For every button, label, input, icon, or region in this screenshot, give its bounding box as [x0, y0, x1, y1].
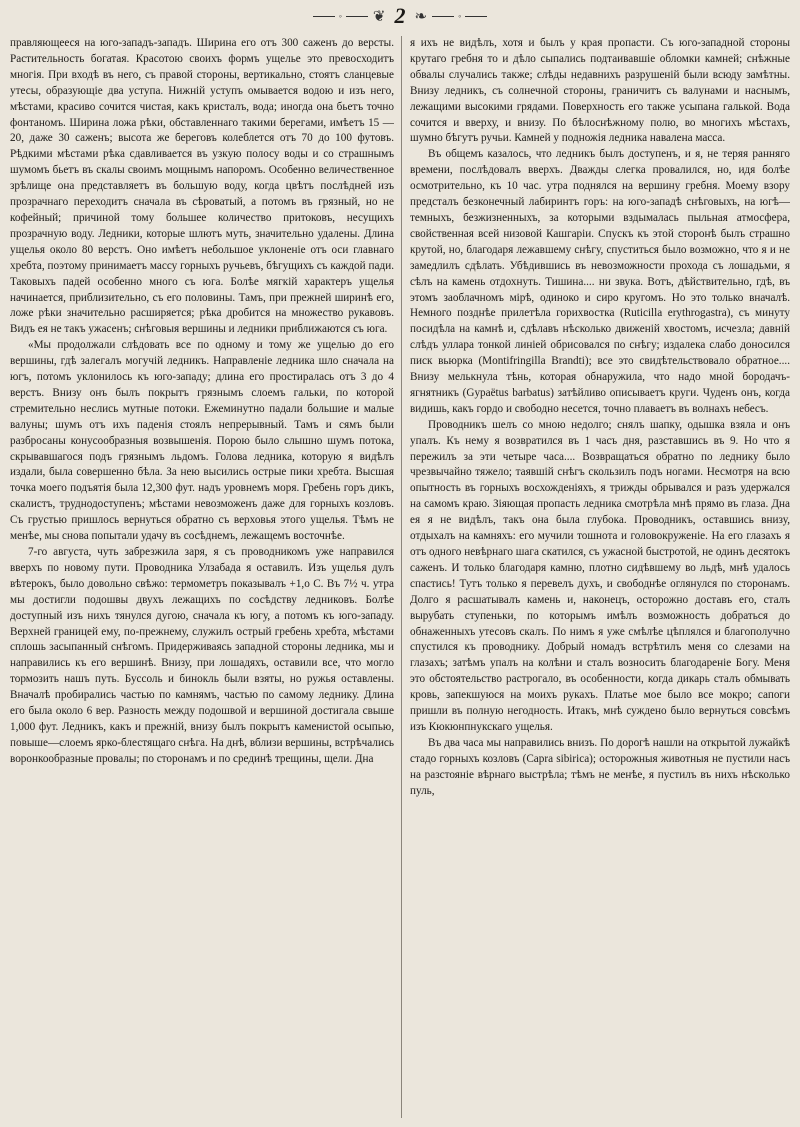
paragraph: я ихъ не видѣлъ, хотя и былъ у края пропасти. Съ юго-западной стороны крутаго гребня то и дѣло сыпались подтаивавшiе обломки камней; снѣжные обвалы случались также; слѣды недавнихъ разрушенiй были всюду замѣтны. Внизу ледникъ, съ солнечной стороны, граничитъ съ валунами и наснымъ, лежащими высокими грядами. Поверхность его также усыпана галькой. Вода сочится и вверху, и внизу. По бѣлоснѣжному полю, во многихъ мѣстахъ, шумно бѣгутъ ручьи. Камней у подножiя ледника навалена масса.: [410, 37, 790, 145]
header-rule-left-inner: [346, 16, 368, 17]
ornament-dot-right-icon: ◦: [458, 10, 462, 21]
column-divider: [401, 36, 402, 1118]
header-rule-right: [465, 16, 487, 17]
paragraph: Въ два часа мы направились внизъ. По дорогѣ нашли на открытой лужайкѣ стадо горныхъ козловъ (Capra sibirica); осторожныя животныя не пустили насъ на разстоянiе вѣрнаго выстрѣла; тѣмъ не менѣе, я пустилъ въ нихъ нѣсколько пуль,: [410, 736, 790, 797]
header-rule-left: [313, 16, 335, 17]
header-rule-right-inner: [432, 16, 454, 17]
paragraph: Проводникъ шелъ со мною недолго; снялъ шапку, одышка взяла и онъ упалъ. Къ нему я возвратился въ 1 часъ дня, разставшись въ 9. Но что я пережилъ за эти четыре часа.... Возвращаться обратно по леднику было чрезвычайно тяжело; таявшiй снѣгъ скользилъ подъ ногами. Несмотря на всю опытность въ горныхъ восхожденiяхъ, я трижды обрывался и разъ удержался на самомъ краю. Зiяющая пропасть ледника смотрѣла мнѣ прямо въ глаза. Дна ея я не видѣлъ, такъ она была глубока. Проводникъ, оставшись внизу, отдыхалъ на камняхъ: его мучили тошнота и головокруженiе. На его глазахъ я отъ одного невѣрнаго шага скатился, съ ужасной быстротой, не одинъ десятокъ саженъ. И только благодаря камню, плотно сидѣвшему во льдѣ, мнѣ удалось спастись! Тутъ только я перевелъ духъ, и свободнѣе оглянулся по сторонамъ. Долго я расшатывалъ камень и, наконецъ, осторожно доставъ его, сталъ вырубать ступеньки, по которымъ имѣлъ возможность добраться до обнаженныхъ утесовъ скалъ. По нимъ я уже смѣлѣе цѣплялся и благополучно спустился къ проводнику. Добрый номадъ встрѣтилъ меня со слезами на глазахъ; затѣмъ упалъ на колѣни и сталъ возносить благодаренiе Богу. Меня это обстоятельство растрогало, въ особенности, когда дикарь сталъ обмывать кровь, запекшуюся на моихъ рукахъ. Платье мое было все мокро; сапоги пришли въ полную негодность. Итакъ, мнѣ суждено было вернуться совсѣмъ изъ Кюкюнпнукскаго ущелья.: [410, 418, 790, 733]
paragraph: 7-го августа, чуть забрезжила заря, я съ проводникомъ уже направился вверхъ по новому пути. Проводника Улзабада я оставилъ. Изъ ущелья дулъ вѣтерокъ, было довольно свѣжо: термометръ показывалъ +1,о С. Въ 7½ ч. утра мы достигли подошвы двухъ лежащихъ по сосѣдству ледниковъ. Болѣе доступный изъ нихъ тянулся дугою, сначала къ югу, а потомъ къ юго-западу. Верхней границей ему, по-прежнему, служилъ острый гребень хребта, мѣстами сплошь засыпанный снѣгомъ. Придерживаясь западной стороны ледника, мы и направились къ его вершинѣ. Внизу, при лошадяхъ, оставили все, что могло тормозить нашъ путь. Буссоль и бинокль были взяты, но ружья оставлены. Вначалѣ пробирались частью по камнямъ, частью по самому леднику. Длина его была около 6 вер. Разность между подошвой и вершиной достигала свыше 1,000 фут. Ледникъ, какъ и прежнiй, внизу былъ покрытъ каменистой осыпью, повыше—слоемъ ярко-блестящаго снѣга. На днѣ, вблизи вершины, встрѣчались воронкообразные провалы; по сторонамъ и по срединѣ трещины, щели. Дна: [10, 546, 394, 765]
ornament-scroll-left-icon: ❦: [372, 8, 386, 25]
right-column: [410, 36, 790, 1121]
page-header: [0, 4, 800, 28]
ornament-dot-left-icon: ◦: [338, 10, 342, 21]
paragraph: Въ общемъ казалось, что ледникъ былъ доступенъ, и я, не теряя ранняго времени, послѣдовалъ вверхъ. Дважды слегка провалился, но, идя болѣе осмотрительно, къ 10 час. утра поднялся на вершину гребня. Моему взору предсталъ безконечный лабиринтъ горъ: на юго-западѣ снѣговыхъ, на югѣ—темныхъ, безжизненныхъ, за которыми вздымалась пыльная атмосфера, свойственная всей низовой Кашгарiи. Спускъ къ этой сторонѣ былъ страшно крутой, но, благодаря лежавшему снѣгу, спуститься было возможно, что я и не замедлилъ сдѣлать. Убѣдившись въ невозможности прохода съ лошадьми, я сѣлъ на камень отдохнуть. Тишина.... ни звука. Вотъ, дѣйствительно, гдѣ, въ этомъ заоблачномъ мiрѣ, одиноко и сиро кругомъ. Но это только вначалѣ. Немного позднѣе прилетѣла горихвостка (Ruticilla erythrogastra), съ минуту посидѣла на камнѣ и, сдѣлавъ нѣсколько движенiй хвостомъ, исчезла; давнiй слѣдъ уллара тонкой линiей обрисовался по снѣгу; издалека слабо доносился писк вьюрка (Montifringilla Brandti); все это свидѣтельствовало обратное.... Внизу мелькнула тѣнь, которая обнаружила, что надо мной бородачъ-ягнятникъ (Gypaëtus barbatus) затѣйливо описываетъ круги. Чуденъ онъ, когда видишь, какъ гордо и свободно несется, точно плаваетъ въ волнахъ небесъ.: [410, 148, 790, 415]
paragraph: правляющееся на юго-западъ-западъ. Ширина его отъ 300 саженъ до версты. Растительность богатая. Красотою своихъ формъ ущелье это превосходитъ многiя. При входѣ въ него, съ правой стороны, вертикально, стоятъ сланцевые утесы, образующiе два уступа. Нижнiй уступъ омывается водою и изъ него, мѣстами, красиво сочится чистая, какъ кристалъ, вода; иногда она бьетъ точно фонтаномъ. Ширина ложа рѣки, обставленнаго такими берегами, имѣетъ 15 — 20, даже 30 саженъ; высота же береговъ колеблется отъ 70 до 100 футовъ. Рѣдкими мѣстами рѣка сдавливается въ узкую полосу воды и со страшнымъ шумомъ бьетъ въ скалы своимъ мощнымъ напоромъ. Особенно величественное зрѣлище она представляетъ въ большую воду, когда цвѣтъ послѣдней изъ прозрачнаго переходитъ сначала въ сѣроватый, а потомъ въ грязный, но не кофейный; причиной тому большее количество притоковъ, несущихъ прозрачную воду. Ледники, которые шлютъ муть, значительно удалены. Длина ущелья около 80 верстъ. Оно имѣетъ небольшое уклоненiе отъ оси главнаго хребта, поэтому принимаетъ массу горныхъ ручьевъ, бѣгущихъ съ каждой пади. Таковыхъ падей особенно много съ юга. Болѣе мягкiй характеръ ущелья начинается, приблизительно, съ его половины. Тамъ, при прежней ширинѣ его, ложе рѣки значительно расширяется; рѣка дробится на множество рукавовъ. Видъ ея не такъ ужасенъ; снѣговыя вершины и ледники приближаются съ юга.: [10, 37, 394, 336]
ornament-scroll-right-icon: ❧: [414, 8, 428, 25]
paragraph: «Мы продолжали слѣдовать все по одному и тому же ущелью до его вершины, гдѣ залегалъ могучiй ледникъ. Направленiе ледника шло сначала на югъ, потомъ уклонилось къ юго-западу; длина его простиралась отъ 3 до 4 верстъ. Внизу онъ былъ покрытъ грязнымъ слоемъ гальки, по которой стремительно неслись мутные потоки. Ежеминутно падали большие и малые валуны; шумъ отъ ихъ паденiя стоялъ непрерывный. Тамъ и сямъ были разбросаны конусообразныя возвышенiя. Порою было слышно шумъ потока, скрывавшагося подъ грязнымъ льдомъ. Голова ледника, которую я видѣлъ издали, была совершенно бѣла. За нею высились острые пики хребта. Высшая точка моего подъятiя была 12,300 фут. надъ уровнемъ моря. Гребень горъ дикъ, скалистъ, труднодоступенъ; мѣстами невозможенъ даже для горныхъ козловъ. Съ грустью пришлось вернуться обратно съ верховья этого ущелья. Тѣмъ не менѣе, мы снова попытали удачу въ сосѣднемъ, лежащемъ восточнѣе.: [10, 339, 394, 543]
left-column: [10, 36, 394, 1121]
page-number: 2: [394, 3, 406, 28]
